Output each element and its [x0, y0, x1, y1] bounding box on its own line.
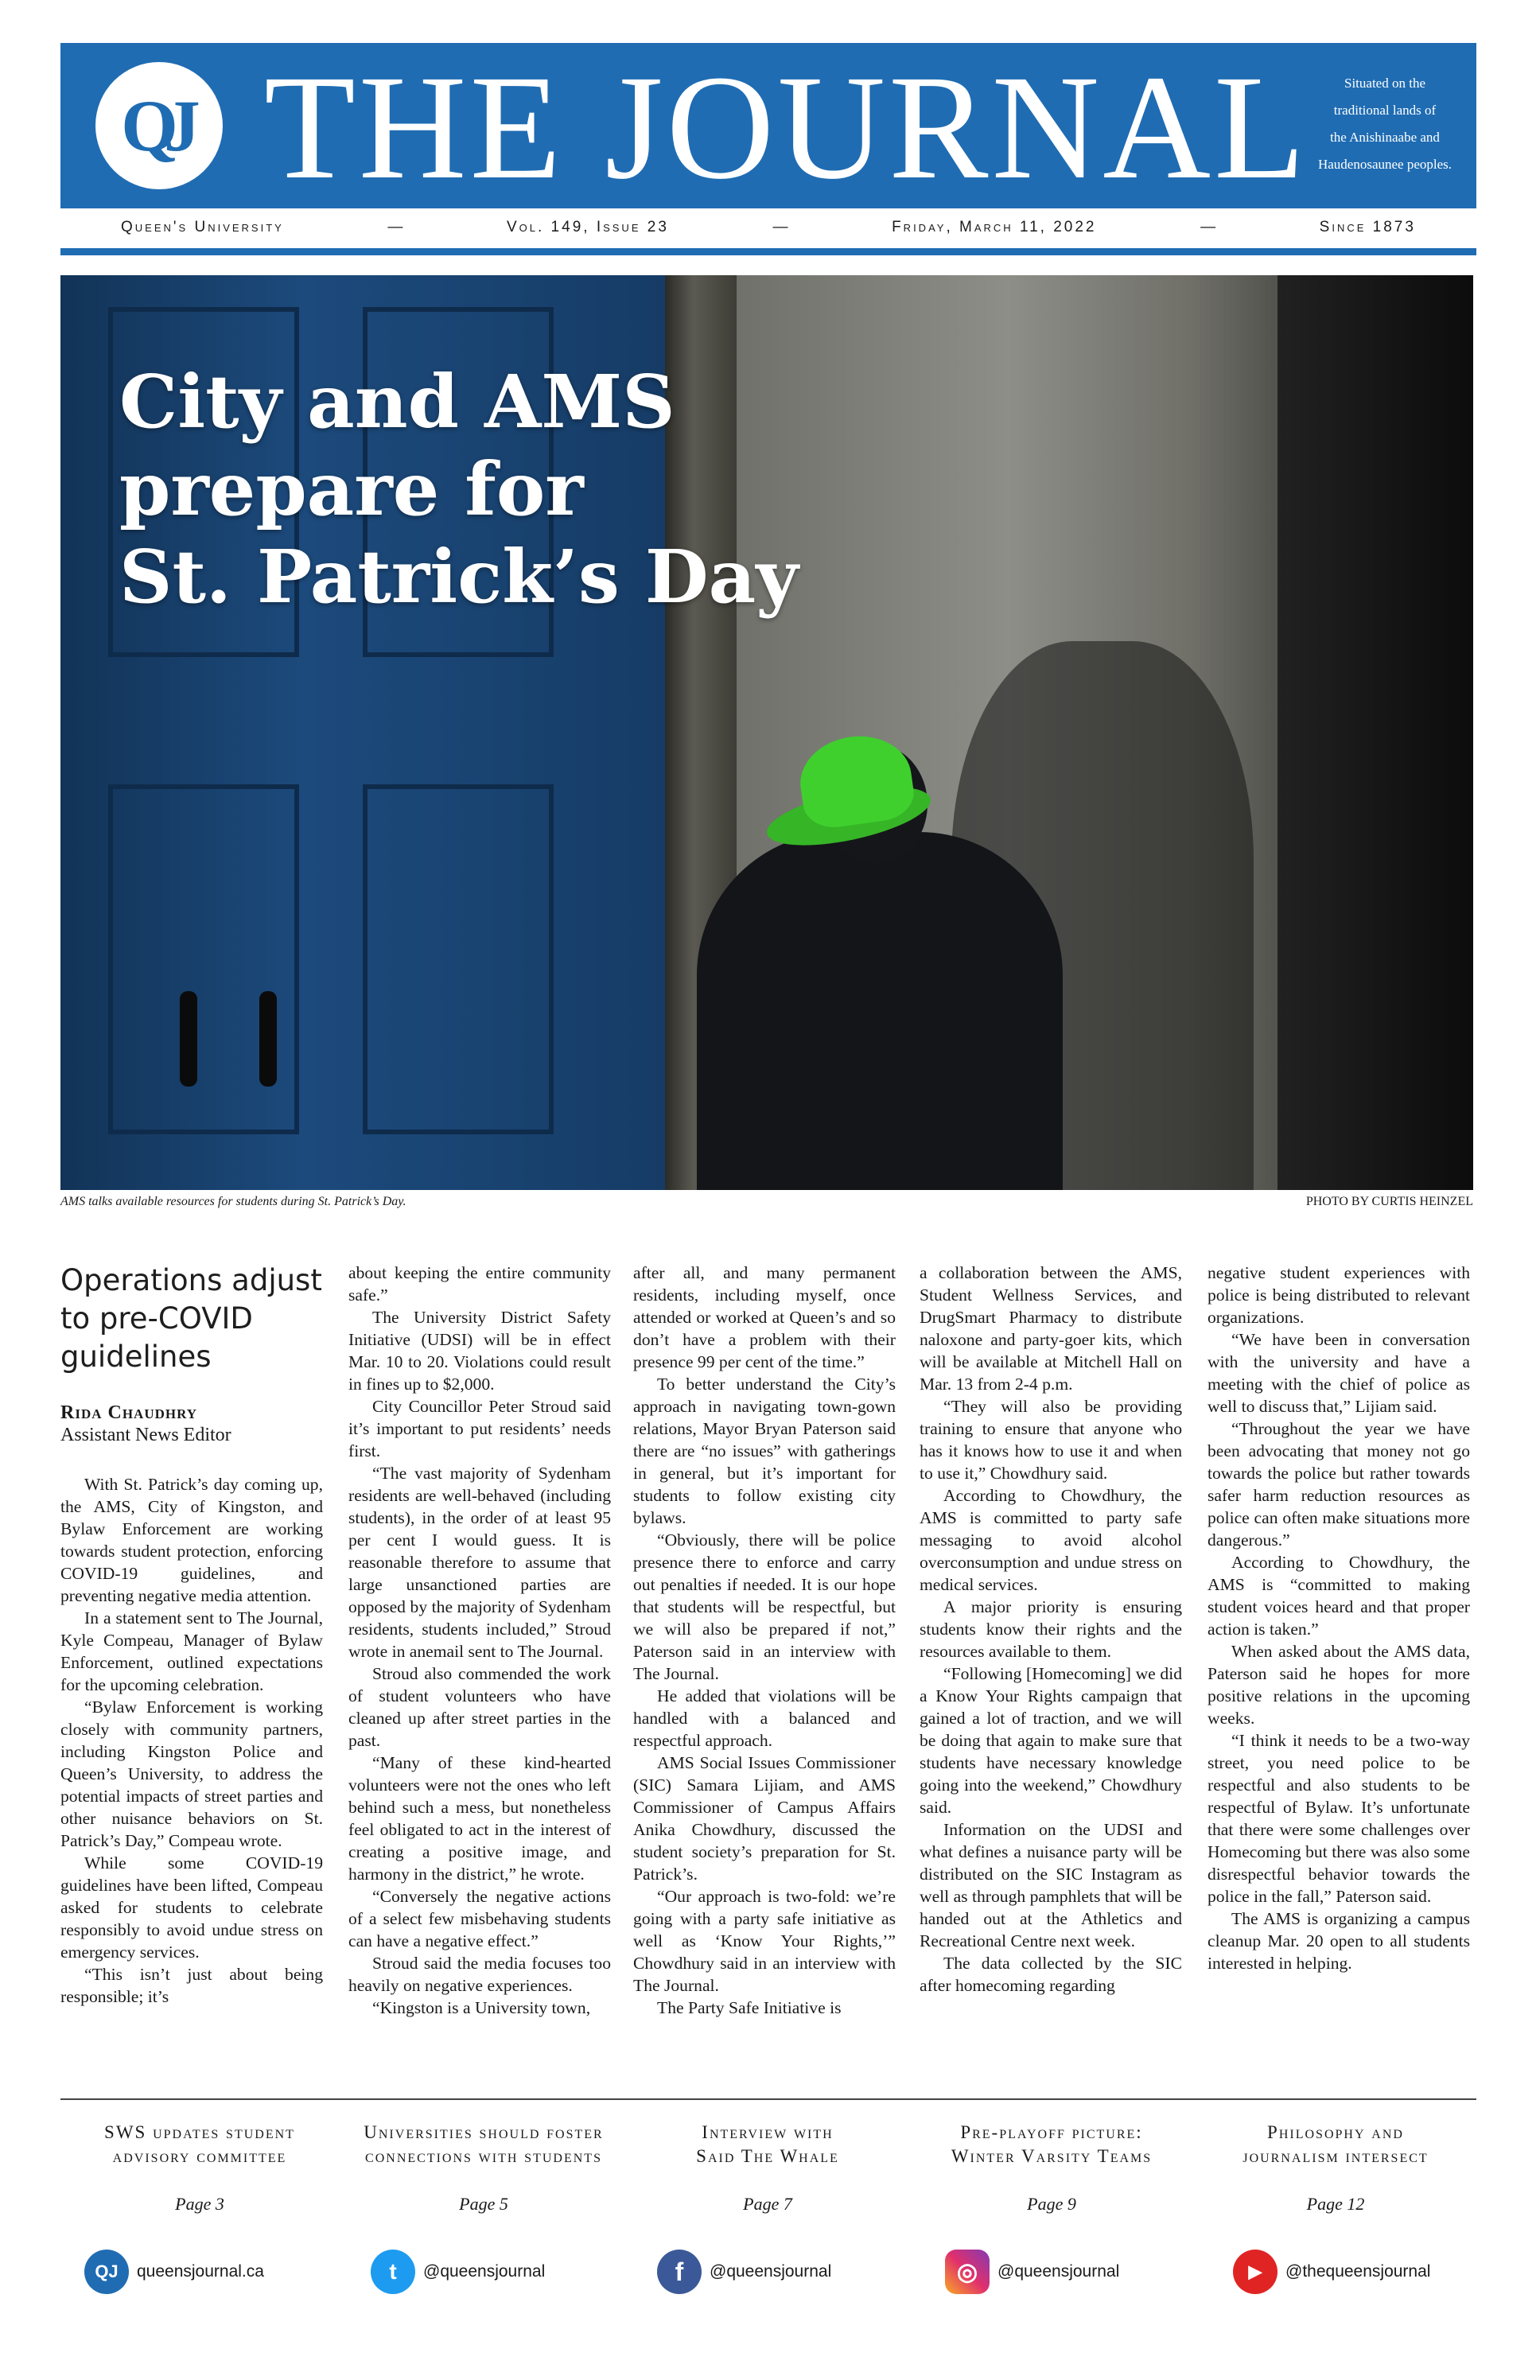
door-panel	[363, 784, 554, 1134]
paragraph: about keeping the entire community safe.”	[348, 1263, 611, 1305]
social-link-instagram[interactable]	[945, 2250, 1119, 2294]
social-handle: @queensjournal	[423, 2262, 546, 2281]
qj-logo	[95, 62, 223, 189]
teaser-title-line: Philosophy and	[1267, 2122, 1404, 2142]
teaser-page: Page 9	[1027, 2194, 1076, 2214]
youtube-icon: ▶	[1233, 2250, 1278, 2294]
paragraph: The AMS is organizing a campus cleanup Mar. 20 open to all students interested in helping.	[1208, 1909, 1470, 1973]
author-role: Assistant News Editor	[60, 1425, 231, 1445]
land-ack-line: Situated on the	[1344, 76, 1425, 91]
social-link-twitter[interactable]	[371, 2250, 545, 2294]
social-link-facebook[interactable]	[657, 2250, 831, 2294]
masthead-rule	[60, 248, 1476, 255]
inside-teasers	[60, 2121, 1476, 2232]
facebook-icon: f	[657, 2250, 702, 2294]
paragraph: According to Chowdhury, the AMS is “committed to making student voices heard and that proper action is taken.”	[1208, 1553, 1470, 1639]
separator: —	[1200, 219, 1216, 235]
paragraph: “They will also be providing training to ensure that anyone who has it knows how to use it and when to use it,” Chowdhury said.	[920, 1397, 1182, 1483]
twitter-icon: t	[371, 2250, 415, 2294]
paragraph: With St. Patrick’s day coming up, the AMS, City of Kingston, and Bylaw Enforcement are working towards student protection, enforcing COVID-19 guidelines, and preventing negative media attention.	[60, 1475, 323, 1605]
paragraph: a collaboration between the AMS, Student Wellness Services, and DrugSmart Pharmacy to distribute naloxone and party-goer kits, which will be available at Mitchell Hall on Mar. 13 from 2-4 p.m.	[920, 1263, 1182, 1394]
paragraph: “Conversely the negative actions of a select few misbehaving students can have a negative effect.”	[348, 1887, 611, 1950]
paragraph: AMS Social Issues Commissioner (SIC) Samara Lijiam, and AMS Commissioner of Campus Affairs Anika Chowdhury, discussed the student society’s preparation for St. Patrick’s.	[633, 1753, 896, 1884]
paragraph: “The vast majority of Sydenham residents are well-behaved (including students), in the order of at least 95 per cent I would guess. It is reasonable therefore to assume that large unsanctioned parties are opposed by the majority of Sydenham residents, students included,” Stroud wrote in anemail sent to The Journal.	[348, 1464, 611, 1661]
social-handle: @queensjournal	[710, 2262, 832, 2281]
teaser-item[interactable]	[1196, 2121, 1475, 2215]
social-link-youtube[interactable]	[1233, 2250, 1430, 2294]
teaser-title	[60, 2121, 339, 2180]
paragraph: When asked about the AMS data, Paterson said he hopes for more positive relations in the upcoming weeks.	[1208, 1642, 1470, 1728]
qj-logo-icon: QJ	[84, 2250, 129, 2294]
teaser-title	[912, 2121, 1191, 2180]
social-links	[60, 2250, 1476, 2305]
paragraph: “This isn’t just about being responsible; it’s	[60, 1965, 323, 2006]
paragraph: “I think it needs to be a two-way street, you need police to be respectful and also students to be respectful of Bylaw. It’s unfortunate that there were some challenges over Homecoming but there was also some disrespectful behavior towards the police in the fall,” Paterson said.	[1208, 1731, 1470, 1906]
door-handle	[259, 991, 277, 1087]
teaser-item[interactable]	[60, 2121, 339, 2215]
footer-rule	[60, 2098, 1476, 2100]
teaser-title	[1196, 2121, 1475, 2180]
paragraph: To better understand the City’s approach in navigating town-gown relations, Mayor Bryan Paterson said there are “no issues” with gatherings in general, but it’s important for students to follow existing city bylaws.	[633, 1375, 896, 1527]
paragraph: A major priority is ensuring students know their rights and the resources available to them.	[920, 1597, 1182, 1661]
teaser-title-line: Said The Whale	[696, 2146, 839, 2166]
article-column-3	[633, 1262, 896, 2019]
paragraph: City Councillor Peter Stroud said it’s important to put residents’ needs first.	[348, 1397, 611, 1460]
since-year: Since 1873	[1319, 219, 1416, 235]
land-ack-line: traditional lands of	[1333, 103, 1437, 118]
article-column-2	[348, 1262, 611, 2019]
paragraph: Stroud also commended the work of student volunteers who have cleaned up after street parties in the past.	[348, 1664, 611, 1750]
hero-headline	[119, 358, 835, 620]
teaser-page: Page 12	[1306, 2194, 1365, 2214]
headline-line: St. Patrick’s Day	[119, 534, 799, 620]
teaser-title-line: Interview with	[702, 2122, 834, 2142]
social-link-website[interactable]	[84, 2250, 264, 2294]
paragraph: “Bylaw Enforcement is working closely with community partners, including Kingston Police and Queen’s University, to address the potential impacts of street parties and other nuisance behaviors on St. Patrick’s Day,” Compeau wrote.	[60, 1698, 323, 1850]
article-column-1	[60, 1262, 323, 2008]
masthead-title: THE JOURNAL	[264, 44, 1309, 210]
teaser-item[interactable]	[912, 2121, 1191, 2215]
qj-logo-text: QJ	[121, 85, 186, 166]
instagram-icon: ◎	[945, 2250, 990, 2294]
paragraph: In a statement sent to The Journal, Kyle Compeau, Manager of Bylaw Enforcement, outlined expectations for the upcoming celebration.	[60, 1608, 323, 1694]
figure-coat	[697, 832, 1063, 1190]
teaser-page: Page 5	[459, 2194, 508, 2214]
paragraph: Information on the UDSI and what defines a nuisance party will be distributed on the SIC Instagram as well as through pamphlets that will be handed out at the Athletics and Recreational Centre next week.	[920, 1820, 1182, 1950]
paragraph: “Obviously, there will be police presence there to enforce and carry out penalties if needed. It is our hope that students will be respectful, but we will also be prepared if not,” Paterson said in an interview with The Journal.	[633, 1530, 896, 1683]
teaser-title-line: Pre-playoff picture:	[960, 2122, 1143, 2142]
land-ack-line: Haudenosaunee peoples.	[1317, 157, 1452, 172]
headline-line: prepare for	[119, 446, 584, 532]
social-handle: queensjournal.ca	[137, 2262, 264, 2281]
teaser-title-line: Universities should foster	[364, 2122, 604, 2142]
article	[60, 1262, 1476, 2081]
social-handle: @queensjournal	[998, 2262, 1120, 2281]
photo-credit: PHOTO BY CURTIS HEINZEL	[1305, 1195, 1473, 1208]
photo-caption: AMS talks available resources for students during St. Patrick’s Day.	[60, 1195, 406, 1208]
article-title: Operations adjust to pre-COVID guidelines	[60, 1263, 322, 1374]
teaser-title-line: advisory committee	[112, 2146, 287, 2166]
paragraph: “Kingston is a University town,	[372, 1998, 591, 2017]
paragraph: “Many of these kind-hearted volunteers were not the ones who left behind such a mess, but nonetheless feel obligated to act in the interest of creating a positive image, and harmony in the district,” he wrote.	[348, 1753, 611, 1884]
paragraph: “We have been in conversation with the university and have a meeting with the chief of police as well to discuss that,” Lijiam said.	[1208, 1330, 1470, 1416]
paragraph: The data collected by the SIC after homecoming regarding	[920, 1954, 1182, 1995]
paragraph: “Throughout the year we have been advocating that money not go towards the police but rather towards safer harm reduction resources as police can often make situations more dangerous.”	[1208, 1419, 1470, 1550]
teaser-title-line: SWS updates student	[104, 2122, 295, 2142]
dark-doorway	[1278, 275, 1473, 1190]
separator: —	[772, 219, 788, 235]
headline-line: City and AMS	[119, 359, 675, 445]
teaser-title	[344, 2121, 623, 2180]
paragraph: after all, and many permanent residents, including myself, once attended or worked at Queen’s and so don’t have a problem with their presence 99 per cent of the time.”	[633, 1263, 896, 1371]
paragraph: The Party Safe Initiative is	[657, 1998, 842, 2017]
author-name: Rida Chaudhry	[60, 1402, 198, 1423]
paragraph: “Our approach is two-fold: we’re going with a party safe initiative as well as ‘Know Your Rights,’” Chowdhury said in an interview with The Journal.	[633, 1887, 896, 1995]
separator: —	[387, 219, 403, 235]
teaser-page: Page 7	[743, 2194, 792, 2214]
article-column-5	[1208, 1262, 1470, 1974]
paragraph: The University District Safety Initiative (UDSI) will be in effect Mar. 10 to 20. Violations could result in fines up to $2,000.	[348, 1308, 611, 1394]
land-ack-line: the Anishinaabe and	[1330, 130, 1440, 145]
masthead	[60, 43, 1476, 208]
teaser-title	[628, 2121, 907, 2180]
paragraph: According to Chowdhury, the AMS is committed to party safe messaging to avoid alcohol overconsumption and undue stress on medical services.	[920, 1486, 1182, 1594]
teaser-item[interactable]	[628, 2121, 907, 2215]
paragraph: While some COVID-19 guidelines have been lifted, Compeau asked for students to celebrate responsibly to avoid undue stress on emergency services.	[60, 1853, 323, 1962]
paragraph: “Following [Homecoming] we did a Know Your Rights campaign that gained a lot of traction, and we will be doing that again to make sure that students have necessary knowledge going into the weekend,” Chowdhury said.	[920, 1664, 1182, 1817]
teaser-title-line: connections with students	[365, 2146, 602, 2166]
land-acknowledgement	[1309, 70, 1460, 178]
paragraph: negative student experiences with police is being distributed to relevant organizations.	[1208, 1263, 1470, 1327]
teaser-item[interactable]	[344, 2121, 623, 2215]
teaser-title-line: Winter Varsity Teams	[951, 2146, 1153, 2166]
issue-date: Friday, March 11, 2022	[892, 219, 1097, 235]
teaser-title-line: journalism intersect	[1242, 2146, 1429, 2166]
door-handle	[180, 991, 197, 1087]
university-name: Queen's University	[121, 219, 284, 235]
paragraph: He added that violations will be handled with a balanced and respectful approach.	[633, 1686, 896, 1750]
volume-issue: Vol. 149, Issue 23	[506, 219, 669, 235]
issue-info-bar	[60, 213, 1476, 242]
article-column-4	[920, 1262, 1182, 1997]
teaser-page: Page 3	[175, 2194, 224, 2214]
social-handle: @thequeensjournal	[1285, 2262, 1431, 2281]
paragraph: Stroud said the media focuses too heavily on negative experiences.	[348, 1954, 611, 1995]
